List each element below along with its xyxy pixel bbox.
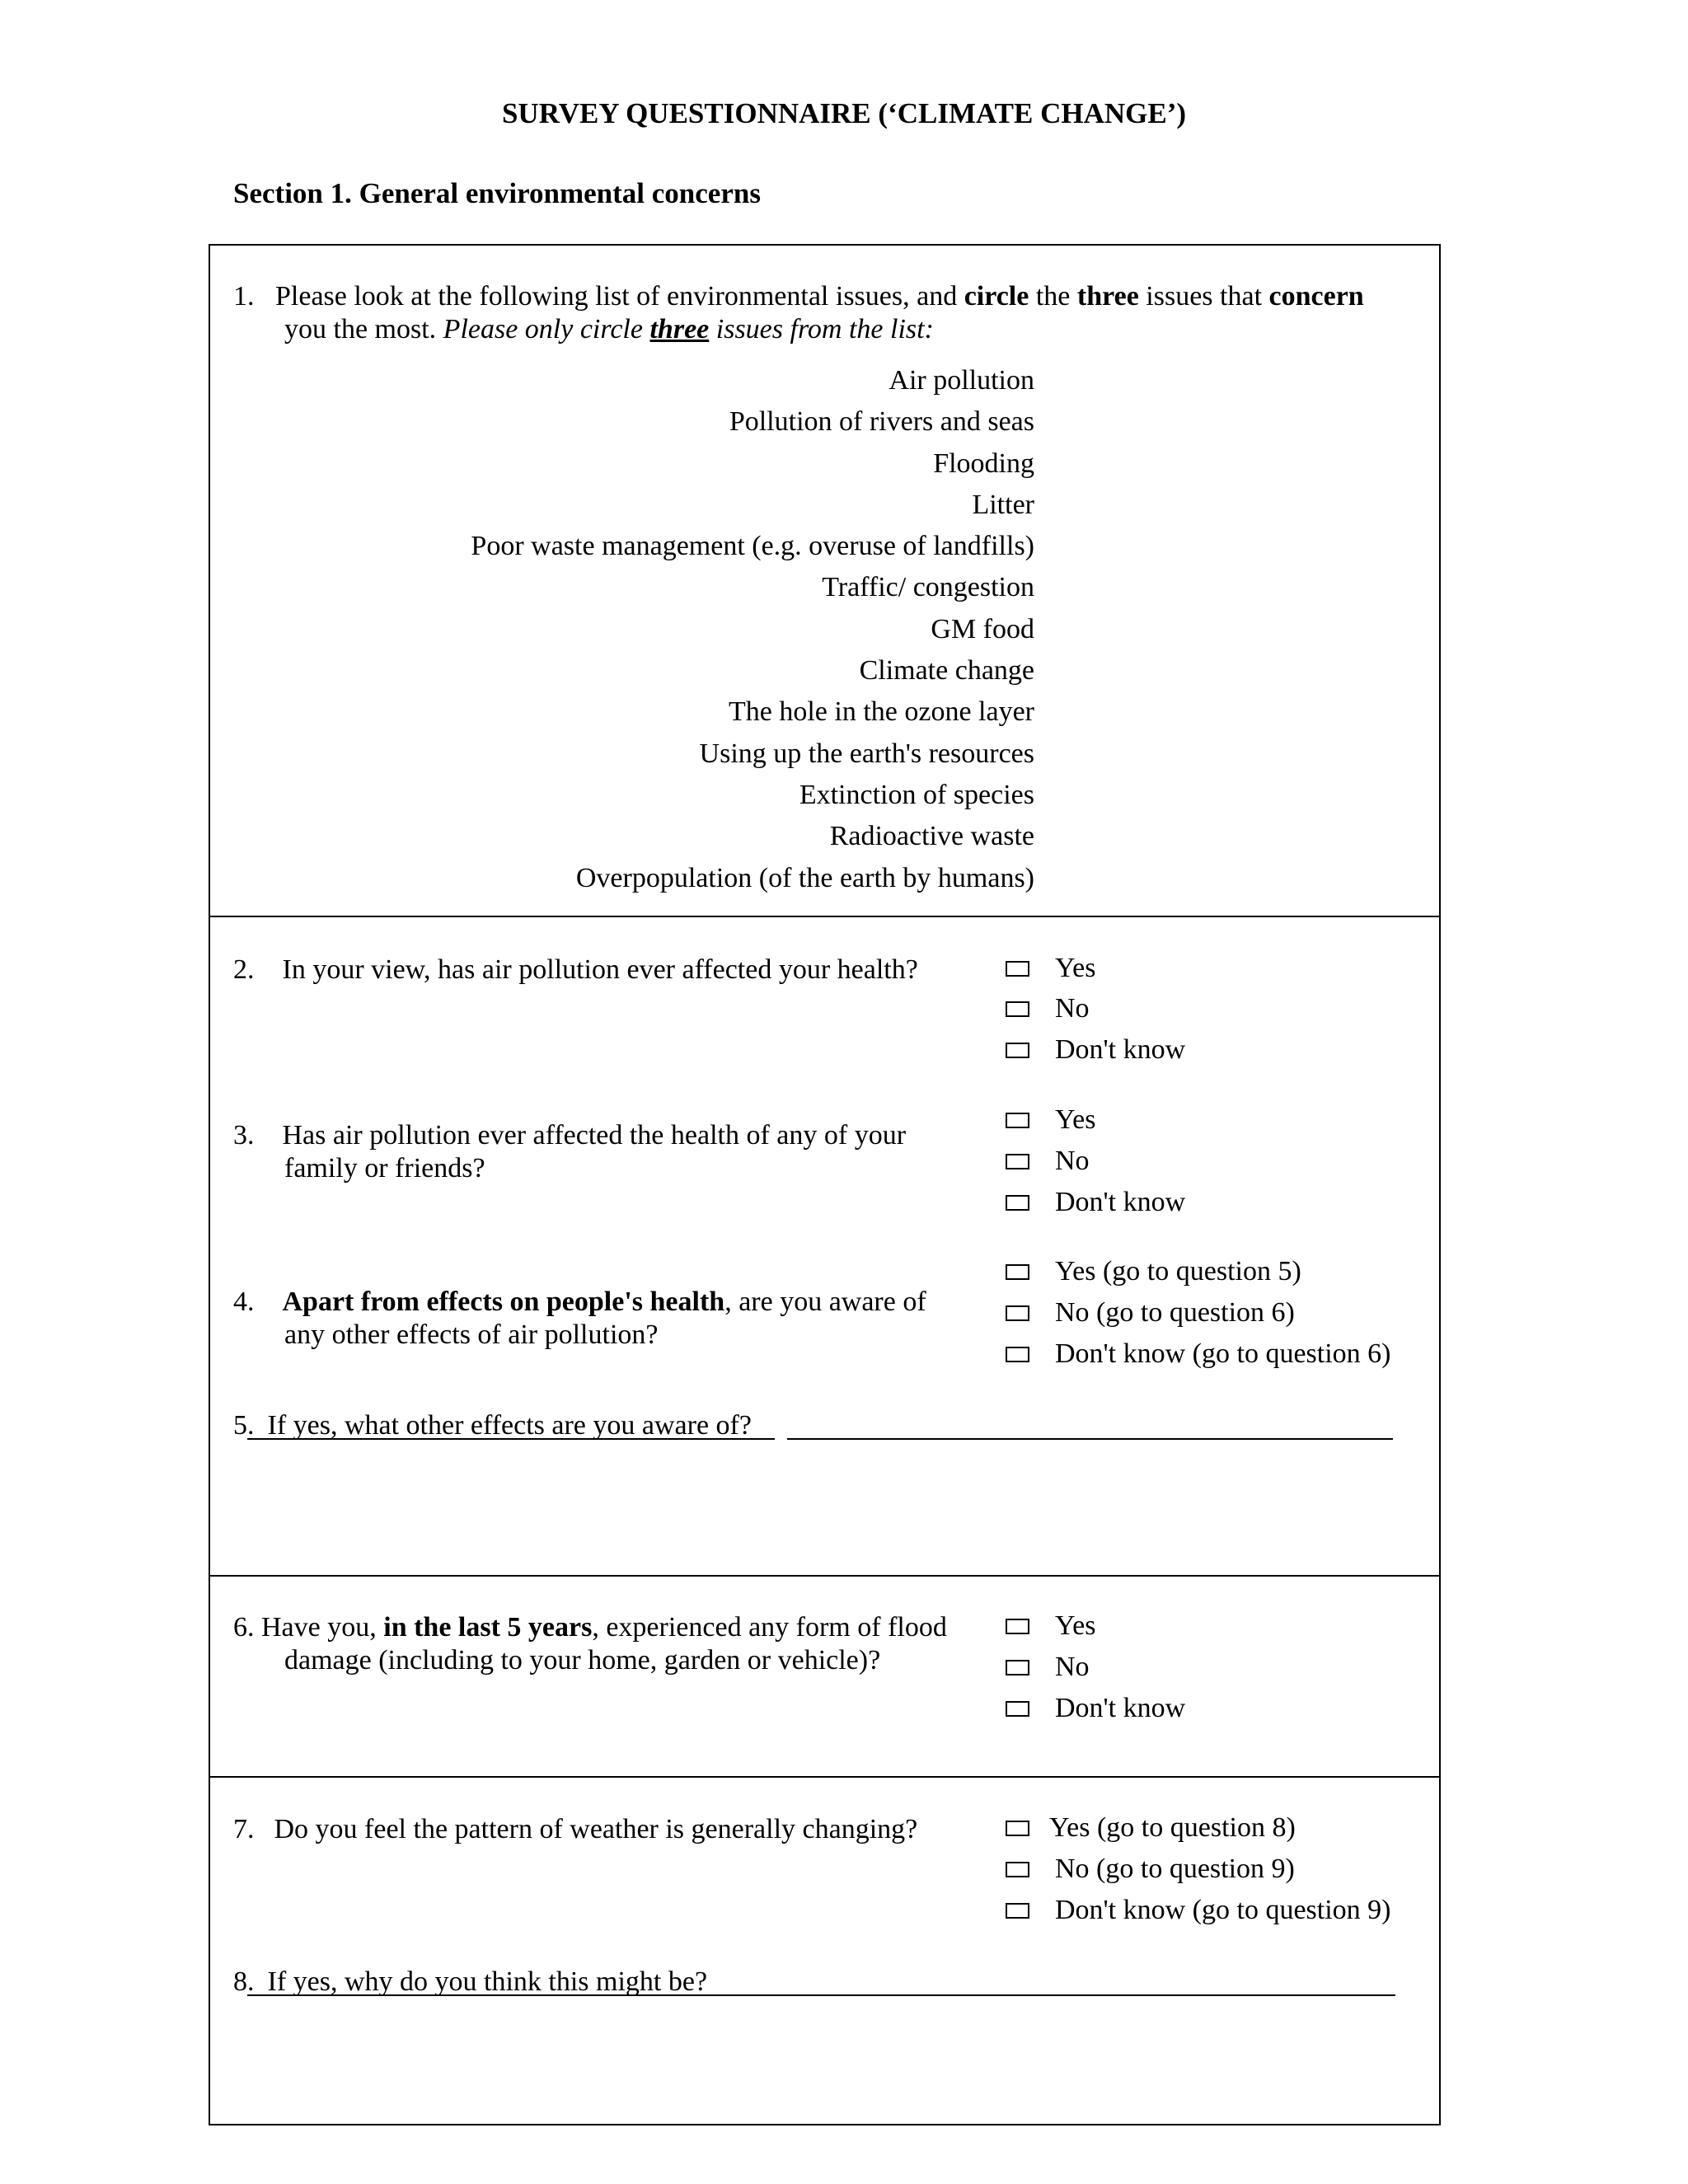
q2-no-label: No bbox=[1055, 993, 1090, 1024]
issue-item[interactable]: Pollution of rivers and seas bbox=[729, 406, 1034, 438]
question-6-line1: 6. Have you, in the last 5 years, experienced any form of flood bbox=[233, 1612, 947, 1643]
question-5-number: 5. bbox=[233, 1410, 255, 1441]
issues-list bbox=[471, 360, 1034, 899]
q6-no-checkbox[interactable] bbox=[1006, 1660, 1029, 1675]
question-8-answer-line[interactable] bbox=[765, 1994, 1395, 1996]
issue-item[interactable]: Flooding bbox=[933, 448, 1034, 479]
question-5-underline bbox=[247, 1438, 775, 1440]
question-1-line1: 1. Please look at the following list of environmental issues, and circle the three issues that concern bbox=[233, 281, 1364, 312]
q3-no-label: No bbox=[1055, 1146, 1090, 1176]
q2-dontknow-label: Don't know bbox=[1055, 1034, 1186, 1065]
question-1-number: 1. bbox=[233, 281, 255, 312]
q7-yes-checkbox[interactable] bbox=[1006, 1821, 1029, 1836]
q2-yes-label: Yes bbox=[1055, 953, 1096, 983]
issue-item[interactable]: Radioactive waste bbox=[829, 821, 1034, 852]
q7-no-label: No (go to question 9) bbox=[1055, 1854, 1295, 1884]
section-title: Section 1. General environmental concerns bbox=[233, 177, 761, 209]
question-8-underline bbox=[247, 1994, 765, 1996]
divider-q6 bbox=[209, 1776, 1441, 1778]
divider-q5 bbox=[209, 1575, 1441, 1577]
q3-dontknow-label: Don't know bbox=[1055, 1187, 1186, 1217]
q7-dontknow-checkbox[interactable] bbox=[1006, 1903, 1029, 1919]
issue-item[interactable]: Extinction of species bbox=[799, 779, 1034, 810]
q6-dontknow-checkbox[interactable] bbox=[1006, 1701, 1029, 1717]
question-4-line1: 4. Apart from effects on people's health, are you aware of bbox=[233, 1286, 926, 1317]
q3-dontknow-checkbox[interactable] bbox=[1006, 1195, 1029, 1211]
question-7-number: 7. bbox=[233, 1814, 255, 1844]
q4-yes-label: Yes (go to question 5) bbox=[1055, 1256, 1301, 1286]
divider-q1 bbox=[209, 916, 1441, 917]
question-1-line2: you the most. Please only circle three issues from the list: bbox=[284, 314, 934, 344]
q6-yes-label: Yes bbox=[1055, 1610, 1096, 1641]
question-3-line1: 3. Has air pollution ever affected the health of any of your bbox=[233, 1120, 907, 1151]
q7-yes-label: Yes (go to question 8) bbox=[1049, 1812, 1296, 1843]
question-5-text: If yes, what other effects are you aware of? bbox=[267, 1410, 752, 1441]
question-6-line2: damage (including to your home, garden or vehicle)? bbox=[284, 1645, 881, 1675]
question-8 bbox=[233, 1966, 707, 1999]
issue-item[interactable]: Climate change bbox=[859, 655, 1034, 687]
question-3-line2: family or friends? bbox=[284, 1153, 485, 1183]
q7-dontknow-label: Don't know (go to question 9) bbox=[1055, 1895, 1391, 1925]
page-title: SURVEY QUESTIONNAIRE (‘CLIMATE CHANGE’) bbox=[501, 97, 1187, 129]
q4-yes-checkbox[interactable] bbox=[1006, 1264, 1029, 1280]
q4-dontknow-checkbox[interactable] bbox=[1006, 1347, 1029, 1362]
question-2 bbox=[233, 954, 918, 987]
issue-item[interactable]: Litter bbox=[972, 489, 1034, 520]
question-7 bbox=[233, 1813, 917, 1846]
question-7-text: Do you feel the pattern of weather is generally changing? bbox=[274, 1814, 918, 1844]
q7-no-checkbox[interactable] bbox=[1006, 1862, 1029, 1877]
issue-item[interactable]: GM food bbox=[931, 613, 1034, 644]
question-6-number: 6. bbox=[233, 1612, 255, 1643]
q4-no-checkbox[interactable] bbox=[1006, 1305, 1029, 1321]
question-3-number: 3. bbox=[233, 1120, 255, 1151]
issue-item[interactable]: Using up the earth's resources bbox=[699, 738, 1034, 769]
q2-yes-checkbox[interactable] bbox=[1006, 961, 1029, 977]
q6-dontknow-label: Don't know bbox=[1055, 1693, 1186, 1723]
issue-item[interactable]: Overpopulation (of the earth by humans) bbox=[575, 862, 1034, 893]
q4-no-label: No (go to question 6) bbox=[1055, 1297, 1295, 1328]
question-4-number: 4. bbox=[233, 1286, 255, 1317]
issue-item[interactable]: Air pollution bbox=[889, 365, 1034, 396]
question-2-number: 2. bbox=[233, 954, 255, 985]
q3-yes-checkbox[interactable] bbox=[1006, 1113, 1029, 1128]
question-5-answer-line[interactable] bbox=[787, 1438, 1393, 1440]
question-8-text: If yes, why do you think this might be? bbox=[267, 1966, 708, 1997]
issue-item[interactable]: The hole in the ozone layer bbox=[728, 696, 1034, 728]
issue-item[interactable]: Poor waste management (e.g. overuse of landfills) bbox=[471, 531, 1034, 562]
question-8-number: 8. bbox=[233, 1966, 255, 1997]
issue-item[interactable]: Traffic/ congestion bbox=[822, 572, 1034, 603]
q3-no-checkbox[interactable] bbox=[1006, 1154, 1029, 1169]
question-4-line2: any other effects of air pollution? bbox=[284, 1319, 659, 1350]
q6-no-label: No bbox=[1055, 1652, 1090, 1682]
q3-yes-label: Yes bbox=[1055, 1104, 1096, 1135]
q6-yes-checkbox[interactable] bbox=[1006, 1619, 1029, 1634]
question-5 bbox=[233, 1409, 752, 1442]
q4-dontknow-label: Don't know (go to question 6) bbox=[1055, 1338, 1391, 1369]
q2-no-checkbox[interactable] bbox=[1006, 1001, 1029, 1017]
q2-dontknow-checkbox[interactable] bbox=[1006, 1043, 1029, 1058]
question-2-text: In your view, has air pollution ever affected your health? bbox=[282, 954, 918, 985]
